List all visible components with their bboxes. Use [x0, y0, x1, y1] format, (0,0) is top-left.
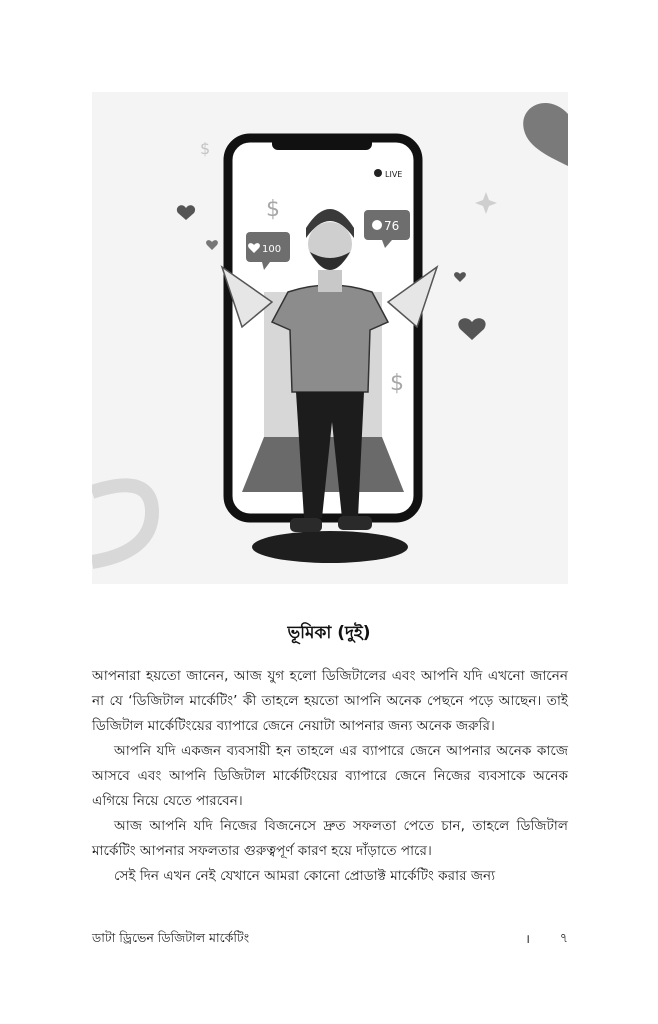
influencer-phone-illustration: [92, 92, 568, 584]
phone-notch: [272, 136, 372, 150]
footer-separator: ।: [525, 931, 530, 946]
dollar-icon: $: [390, 371, 404, 396]
paragraph: আপনি যদি একজন ব্যবসায়ী হন তাহলে এর ব্যাপারে জেনে আপনার অনেক কাজে আসবে এবং আপনি ডিজিটাল মার্কেটিংয়ের ব্যাপারে জেনে নিজের ব্যবসাকে অনেক এগিয়ে নিয়ে যেতে পারবেন।: [92, 743, 568, 809]
dollar-icon: $: [200, 139, 211, 158]
floor-shadow: [252, 531, 408, 563]
page-number: ৭: [559, 930, 568, 945]
chapter-title: ভূমিকা (দুই): [287, 623, 371, 643]
page-footer: [92, 930, 568, 950]
live-dot-icon: [374, 169, 382, 177]
comment-count: 76: [384, 219, 400, 233]
like-count: 100: [262, 244, 282, 255]
paragraph: আজ আপনি যদি নিজের বিজনেসে দ্রুত সফলতা পেতে চান, তাহলে ডিজিটাল মার্কেটিং আপনার সফলতার গুরুত্বপূর্ণ কারণ হয়ে দাঁড়াতে পারে।: [92, 818, 568, 859]
live-badge: LIVE: [385, 170, 403, 179]
footer-book-title: ডাটা ড্রিভেন ডিজিটাল মার্কেটিং: [92, 930, 250, 945]
cover-illustration: [92, 92, 568, 584]
paragraph: আপনারা হয়তো জানেন, আজ যুগ হলো ডিজিটালের এবং আপনি যদি এখনো জানেন না যে ‘ডিজিটাল মার্কেটিং’ কী তাহলে হয়তো আপনি অনেক পেছনে পড়ে আছেন। তাই ডিজিটাল মার্কেটিংয়ের ব্যাপারে জেনে নেয়াটা আপনার জন্য অনেক জরুরি।: [92, 668, 568, 734]
paragraph: সেই দিন এখন নেই যেখানে আমরা কোনো প্রোডাক্ট মার্কেটিং করার জন্য: [114, 868, 496, 884]
comment-icon: [372, 220, 382, 230]
body-text: [92, 664, 568, 889]
dollar-icon: $: [266, 197, 280, 222]
